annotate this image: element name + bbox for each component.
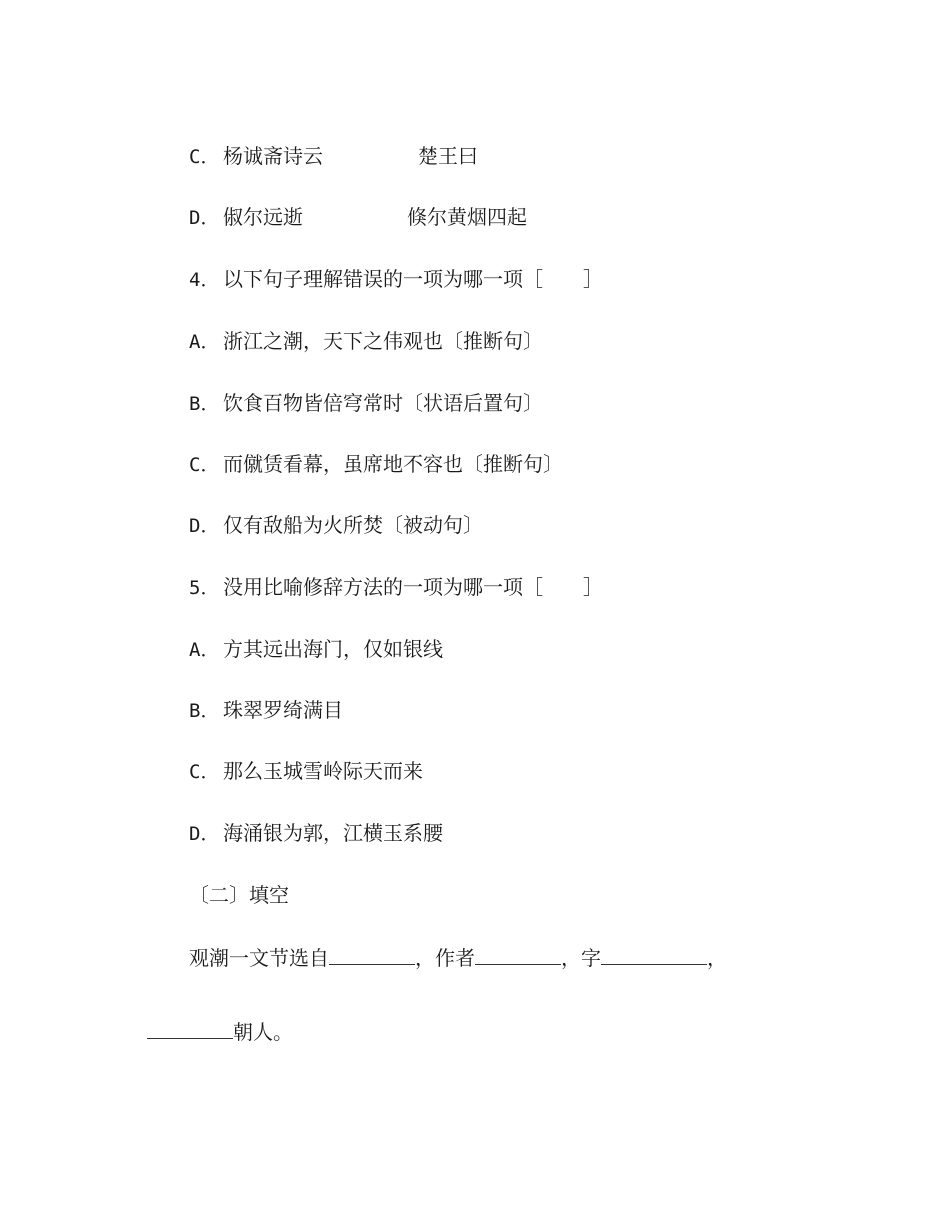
question-text: 没用比喻修辞方法的一项为哪一项［ ］: [223, 575, 603, 599]
option-q4-c: [189, 451, 563, 478]
option-label: C．: [189, 454, 220, 476]
blank-courtesy-name[interactable]: [601, 944, 707, 965]
option-q4-b: [189, 390, 543, 417]
option-text: 海涌银为郭，江横玉系腰: [223, 821, 443, 845]
option-label: D．: [189, 515, 220, 537]
option-text: 仅有敌船为火所焚〔被动句〕: [223, 513, 483, 537]
option-text: 饮食百物皆倍穹常时〔状语后置句〕: [223, 391, 543, 415]
option-label: D．: [189, 207, 220, 229]
option-text: 那么玉城雪岭际天而来: [223, 759, 423, 783]
option-text: 浙江之潮，天下之伟观也〔推断句〕: [223, 329, 543, 353]
option-text: 方其远出海门，仅如银线: [223, 637, 443, 661]
option-text-b: 楚王曰: [418, 144, 478, 168]
blank-dynasty[interactable]: [147, 1018, 233, 1039]
option-q5-b: [189, 697, 343, 724]
option-label: C．: [189, 146, 220, 168]
option-q3-c: [189, 143, 478, 170]
option-q5-c: [189, 758, 423, 785]
option-label: D．: [189, 823, 220, 845]
option-label: C．: [189, 761, 220, 783]
question-text: 以下句子理解错误的一项为哪一项［ ］: [223, 267, 603, 291]
option-label: B．: [189, 700, 220, 722]
fill-text: 朝人。: [233, 1020, 293, 1044]
option-q3-d: [189, 204, 527, 231]
option-q4-d: [189, 512, 483, 539]
fill-text: 观潮一文节选自: [189, 946, 329, 970]
option-text: 珠翠罗绮满目: [223, 698, 343, 722]
question-number: 4．: [189, 269, 220, 291]
option-q5-d: [189, 820, 443, 847]
question-4: [189, 266, 603, 293]
fill-text: ，: [707, 946, 727, 970]
option-label: B．: [189, 393, 220, 415]
question-number: 5．: [189, 577, 220, 599]
fill-text: ，作者: [415, 946, 475, 970]
option-label: A．: [189, 331, 220, 353]
fill-text: ，字: [561, 946, 601, 970]
option-text-a: 杨诚斋诗云: [223, 144, 323, 168]
fill-blank-line-2: [147, 1018, 293, 1045]
option-text: 而僦赁看幕，虽席地不容也〔推断句〕: [223, 452, 563, 476]
option-text-b: 倏尔黄烟四起: [407, 205, 527, 229]
option-q4-a: [189, 328, 543, 355]
question-5: [189, 574, 603, 601]
option-text-a: 俶尔远逝: [223, 205, 303, 229]
fill-blank-line-1: [189, 944, 727, 971]
option-q5-a: [189, 636, 443, 663]
blank-source[interactable]: [329, 944, 415, 965]
option-label: A．: [189, 639, 220, 661]
blank-author[interactable]: [475, 944, 561, 965]
section-heading: 〔二〕填空: [189, 883, 289, 907]
